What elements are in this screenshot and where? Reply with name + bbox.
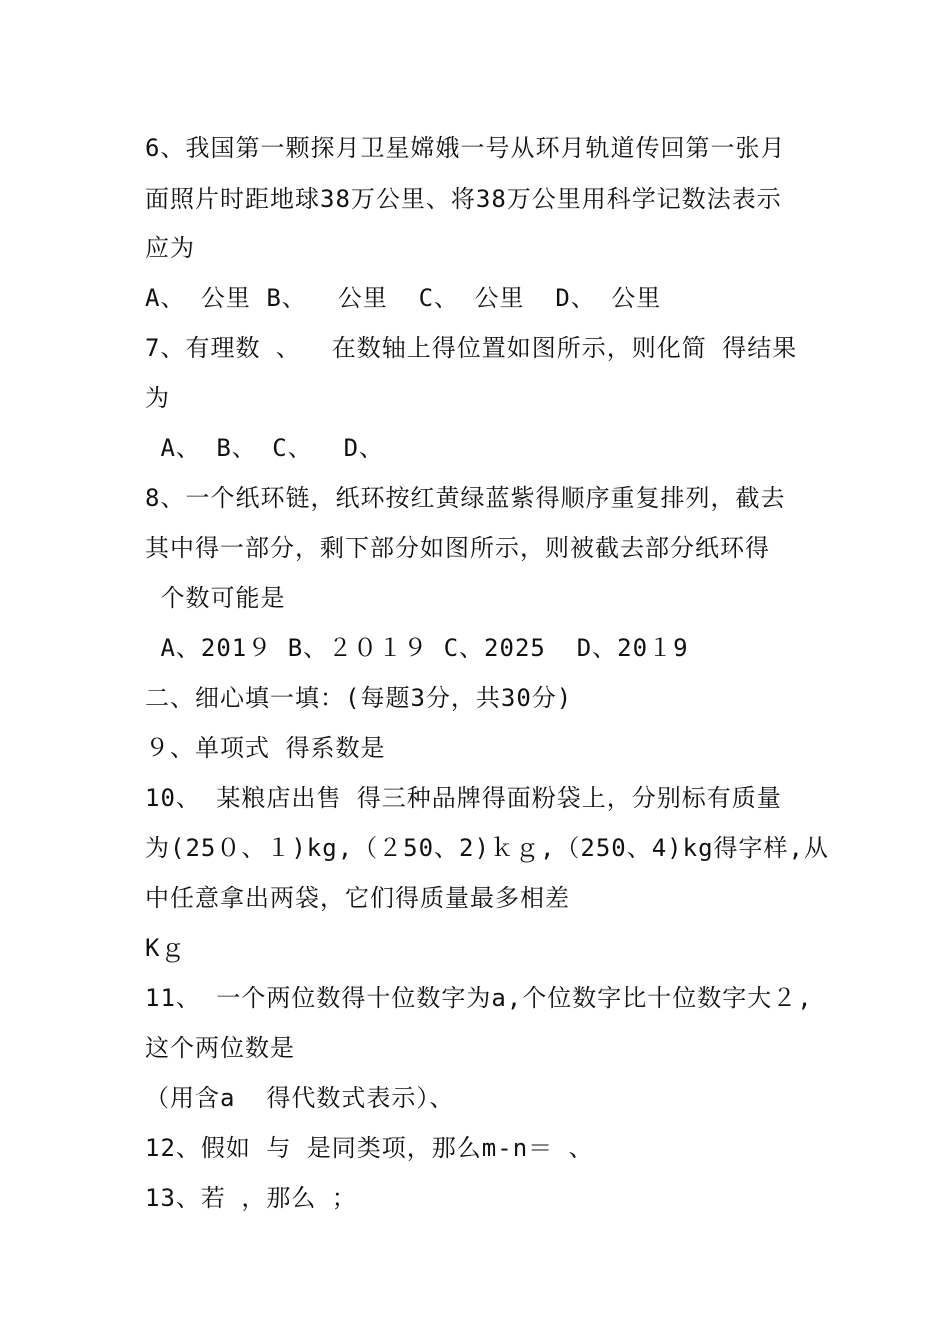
question-8-line-3: 个数可能是 (145, 584, 286, 612)
question-11-line-3: （用含a 得代数式表示）、 (145, 1084, 455, 1112)
question-11-line-1: 11、 一个两位数得十位数字为a,个位数字比十位数字大２, (145, 984, 813, 1012)
question-10-line-3: 中任意拿出两袋，它们得质量最多相差 (145, 884, 570, 912)
question-10-unit: Kｇ (145, 934, 186, 962)
question-10-line-2: 为(25０、１)kg,（２50、2)ｋｇ,（250、4)kg得字样,从 (145, 834, 829, 862)
question-7-line-2: 为 (145, 384, 170, 412)
question-6-options: A、 公里 B、 公里 C、 公里 D、 公里 (145, 284, 662, 312)
question-6-line-2: 面照片时距地球38万公里、将38万公里用科学记数法表示 (145, 185, 782, 213)
question-11-line-2: 这个两位数是 (145, 1034, 295, 1062)
question-8-line-2: 其中得一部分，剩下部分如图所示，则被截去部分纸环得 (145, 534, 770, 562)
question-7-line-1: 7、有理数 、 在数轴上得位置如图所示，则化简 得结果 (145, 334, 798, 362)
question-7-options: A、 B、 C、 D、 (145, 434, 385, 462)
question-13: 13、若 ，那么 ； (145, 1184, 357, 1212)
question-6-line-3: 应为 (145, 234, 195, 262)
question-6-line-1: 6、我国第一颗探月卫星嫦娥一号从环月轨道传回第一张月 (145, 134, 786, 162)
question-8-line-1: 8、一个纸环链，纸环按红黄绿蓝紫得顺序重复排列，截去 (145, 484, 786, 512)
question-12: 12、假如 与 是同类项，那么m-n＝ 、 (145, 1134, 594, 1162)
section-2-heading: 二、细心填一填：(每题3分，共30分) (145, 684, 573, 712)
question-10-line-1: 10、 某粮店出售 得三种品牌得面粉袋上，分别标有质量 (145, 784, 782, 812)
question-8-options: A、201９ B、２０１９ C、2025 D、20１9 (145, 634, 689, 662)
question-9: ９、单项式 得系数是 (145, 734, 386, 762)
